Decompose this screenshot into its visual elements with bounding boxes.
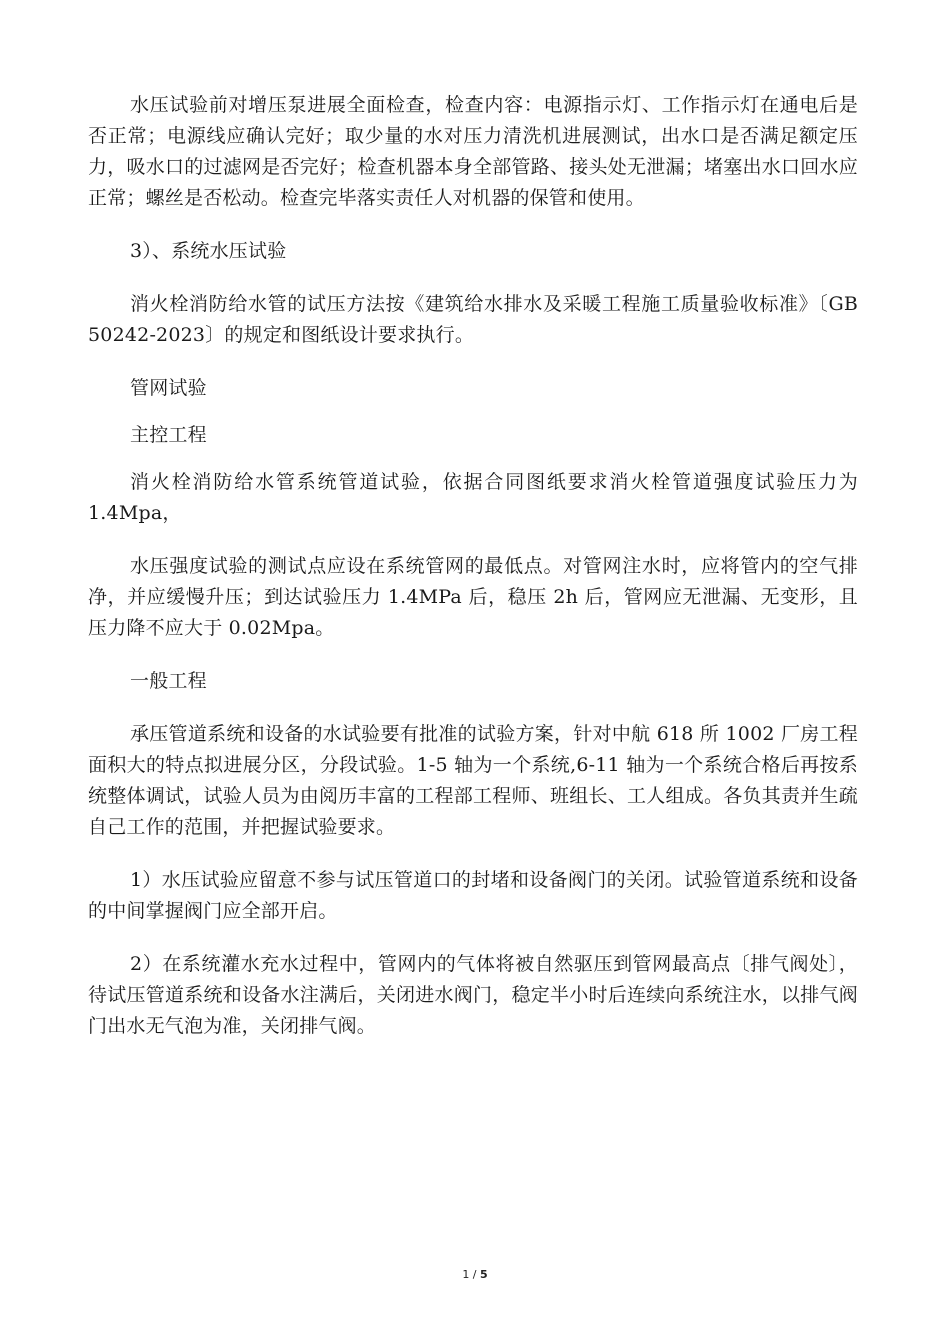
- paragraph-test-pressure: 消火栓消防给水管系统管道试验，依据合同图纸要求消火栓管道强度试验压力为 1.4Mpa，: [88, 471, 858, 524]
- paragraph-pump-inspection: 水压试验前对增压泵进展全面检查，检查内容：电源指示灯、工作指示灯在通电后是否正常；电源线应确认完好；取少量的水对压力清洗机进展测试，出水口是否满足额定压力，吸水口的过滤网是否完好；检查机器本身全部管路、接头处无泄漏；堵塞出水口回水应正常；螺丝是否松动。检查完毕落实责任人对机器的保管和使用。: [88, 94, 858, 209]
- paragraph-item-1: 1）水压试验应留意不参与试压管道口的封堵和设备阀门的关闭。试验管道系统和设备的中间掌握阀门应全部开启。: [88, 869, 858, 922]
- heading-main-control-project: 主控工程: [130, 424, 207, 446]
- paragraph-strength-test: 水压强度试验的测试点应设在系统管网的最低点。对管网注水时，应将管内的空气排净，并应缓慢升压；到达试验压力 1.4MPa 后，稳压 2h 后，管网应无泄漏、无变形，且压力降不应大于 0.02Mpa。: [88, 555, 858, 639]
- total-pages-number: 5: [480, 1268, 488, 1281]
- paragraph-item-2: 2）在系统灌水充水过程中，管网内的气体将被自然驱压到管网最高点〔排气阀处〕，待试压管道系统和设备水注满后，关闭进水阀门，稳定半小时后连续向系统注水，以排气阀门出水无气泡为准，关闭排气阀。: [88, 953, 858, 1037]
- paragraph-test-plan: 承压管道系统和设备的水试验要有批准的试验方案，针对中航 618 所 1002 厂房工程面积大的特点拟进展分区，分段试验。1-5 轴为一个系统,6-11 轴为一个系统合格后再按系统整体调试，试验人员为由阅历丰富的工程部工程师、班组长、工人组成。各负其责并生疏自己工作的范围，并把握试验要求。: [88, 723, 858, 838]
- heading-general-project: 一般工程: [130, 670, 207, 692]
- current-page-number: 1: [462, 1268, 470, 1281]
- page-number-footer: [0, 1268, 950, 1281]
- heading-system-pressure-test: 3）、系统水压试验: [130, 240, 287, 262]
- document-body: [88, 90, 858, 1064]
- page-separator: /: [469, 1268, 481, 1281]
- paragraph-test-method: 消火栓消防给水管的试压方法按《建筑给水排水及采暖工程施工质量验收标准》〔GB 50242-2023〕的规定和图纸设计要求执行。: [88, 293, 858, 346]
- heading-pipe-network-test: 管网试验: [130, 377, 207, 399]
